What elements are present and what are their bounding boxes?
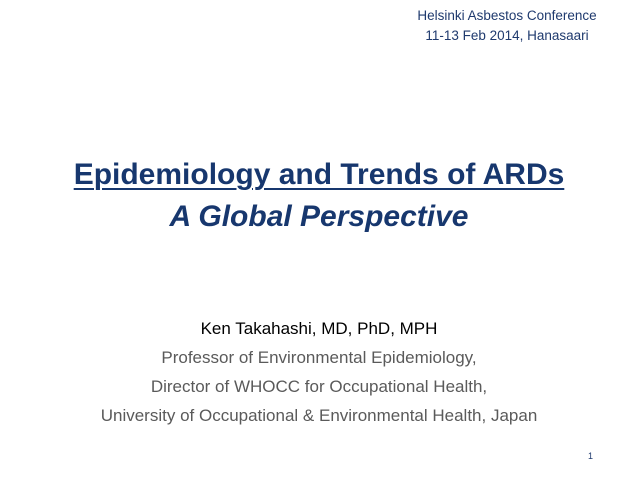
author-affiliation-2: Director of WHOCC for Occupational Health,: [150, 377, 488, 396]
conference-date-venue: 11-13 Feb 2014, Hanasaari: [425, 28, 589, 43]
slide-title: Epidemiology and Trends of ARDs: [73, 158, 565, 191]
author-name: Ken Takahashi, MD, PhD, MPH: [200, 319, 438, 338]
conference-header: [396, 6, 618, 46]
slide-subtitle: A Global Perspective: [169, 200, 469, 233]
conference-name: Helsinki Asbestos Conference: [417, 8, 597, 23]
author-affiliation-1: Professor of Environmental Epidemiology,: [161, 348, 477, 367]
page-number: 1: [588, 451, 594, 461]
author-affiliation-3: University of Occupational & Environmental Health, Japan: [100, 406, 538, 425]
author-block: [0, 314, 638, 430]
title-block: [0, 155, 638, 237]
